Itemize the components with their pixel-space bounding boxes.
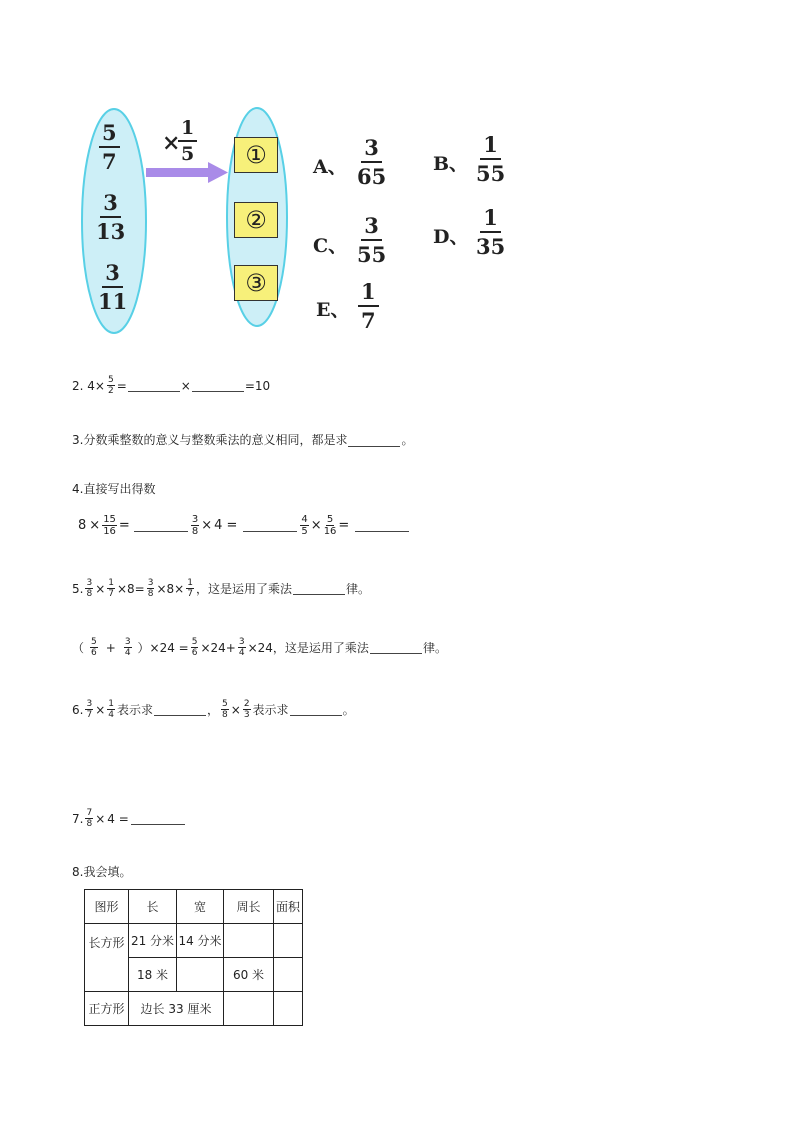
fraction: $\frac{5}{16}$ (323, 514, 337, 537)
operator-fraction: 1 5 (178, 116, 197, 166)
arrow-shaft (146, 168, 210, 177)
answer-blank[interactable] (154, 703, 206, 716)
option-a-fraction: 3 65 (357, 135, 387, 189)
answer-cell[interactable] (274, 924, 303, 958)
fraction: $\frac{5}{2}$ (107, 375, 114, 396)
question-6: 6. $\frac{3}{7}$ × $\frac{1}{4}$ 表示求 ， $\frac{5}{8}$ × $\frac{2}{3}$ 表示求 。 (72, 699, 355, 720)
table-cell: 60 米 (224, 958, 274, 992)
question-4-title: 4.直接写出得数 (72, 482, 156, 496)
answer-blank[interactable] (131, 812, 185, 825)
arrow-head (208, 162, 228, 183)
answer-blank[interactable] (134, 519, 188, 532)
option-c-label: C、 (313, 235, 348, 257)
option-d-fraction: 1 35 (476, 205, 506, 259)
answer-blank[interactable] (243, 519, 297, 532)
question-2: 2. 4× $\frac{5}{2}$ = × =10 (72, 375, 271, 396)
answer-blank[interactable] (192, 379, 244, 392)
header-cell: 长 (129, 890, 177, 924)
option-e-fraction: 1 7 (358, 278, 379, 334)
header-cell: 图形 (85, 890, 129, 924)
left-fraction-1: 5 7 (99, 119, 120, 175)
fraction: $\frac{3}{4}$ (124, 637, 131, 658)
answer-cell[interactable] (274, 992, 303, 1026)
answer-box-2: ② (234, 202, 278, 238)
fraction: $\frac{5}{8}$ (222, 699, 228, 720)
row-label: 正方形 (85, 992, 129, 1026)
table-cell: 18 米 (129, 958, 177, 992)
answer-cell[interactable] (274, 958, 303, 992)
fraction: $\frac{3}{7}$ (86, 699, 93, 720)
header-cell: 周长 (224, 890, 274, 924)
question-8-title: 8.我会填。 (72, 865, 132, 879)
option-b-fraction: 1 55 (476, 132, 506, 186)
answer-blank[interactable] (290, 703, 342, 716)
fraction: $\frac{15}{16}$ (103, 514, 116, 537)
fraction: $\frac{3}{8}$ (191, 514, 199, 537)
option-c-fraction: 3 55 (357, 213, 387, 267)
operator-sign: × (162, 130, 181, 156)
answer-box-1: ① (234, 137, 278, 173)
answer-blank[interactable] (128, 379, 180, 392)
fraction: 5 6 (91, 637, 97, 658)
option-b-label: B、 (433, 153, 469, 175)
question-4-items: 8 × $\frac{15}{16}$ = $\frac{3}{8}$ × 4 = $\frac{4}{5}$ × $\frac{5}{16}$ = (78, 514, 410, 537)
answer-box-3: ③ (234, 265, 278, 301)
answer-blank[interactable] (355, 519, 409, 532)
fraction: $\frac{7}{8}$ (86, 808, 93, 829)
fraction: $\frac{1}{4}$ (108, 699, 114, 720)
fraction: $\frac{1}{7}$ (187, 578, 193, 599)
fraction: $\frac{4}{5}$ (301, 514, 308, 537)
answer-cell[interactable] (177, 958, 224, 992)
table-cell: 边长 33 厘米 (129, 992, 224, 1026)
question-7: 7. $\frac{7}{8}$ × 4 = (72, 808, 186, 829)
left-fraction-3: 3 11 (98, 260, 128, 314)
question-5b: （ 5 6 + $\frac{3}{4}$ ）×24 = $\frac{5}{6}$ ×24+ $\frac{3}{4}$ ×24，这是运用了乘法 律。 (72, 637, 447, 658)
answer-cell[interactable] (224, 992, 274, 1026)
fraction: $\frac{1}{7}$ (108, 578, 114, 599)
option-e-label: E、 (316, 299, 350, 321)
question-3: 3.分数乘整数的意义与整数乘法的意义相同，都是求 。 (72, 433, 414, 447)
fraction: $\frac{2}{3}$ (243, 699, 250, 720)
table-cell: 14 分米 (177, 924, 224, 958)
question-5a: 5. $\frac{3}{8}$ × $\frac{1}{7}$ ×8= $\frac{3}{8}$ ×8× $\frac{1}{7}$ ，这是运用了乘法 律。 (72, 578, 370, 599)
fraction: $\frac{3}{4}$ (238, 637, 245, 658)
answer-blank[interactable] (370, 641, 422, 654)
table-cell: 21 分米 (129, 924, 177, 958)
header-cell: 宽 (177, 890, 224, 924)
fraction: $\frac{3}{8}$ (86, 578, 93, 599)
header-cell: 面积 (274, 890, 303, 924)
left-fraction-2: 3 13 (96, 190, 126, 244)
fill-table (84, 889, 303, 1026)
option-a-label: A、 (313, 156, 347, 178)
fraction: $\frac{5}{6}$ (191, 637, 198, 658)
answer-blank[interactable] (348, 434, 400, 447)
answer-blank[interactable] (293, 582, 345, 595)
answer-cell[interactable] (224, 924, 274, 958)
fraction: $\frac{3}{8}$ (147, 578, 154, 599)
row-label: 长方形 (85, 924, 129, 992)
option-d-label: D、 (433, 226, 469, 248)
